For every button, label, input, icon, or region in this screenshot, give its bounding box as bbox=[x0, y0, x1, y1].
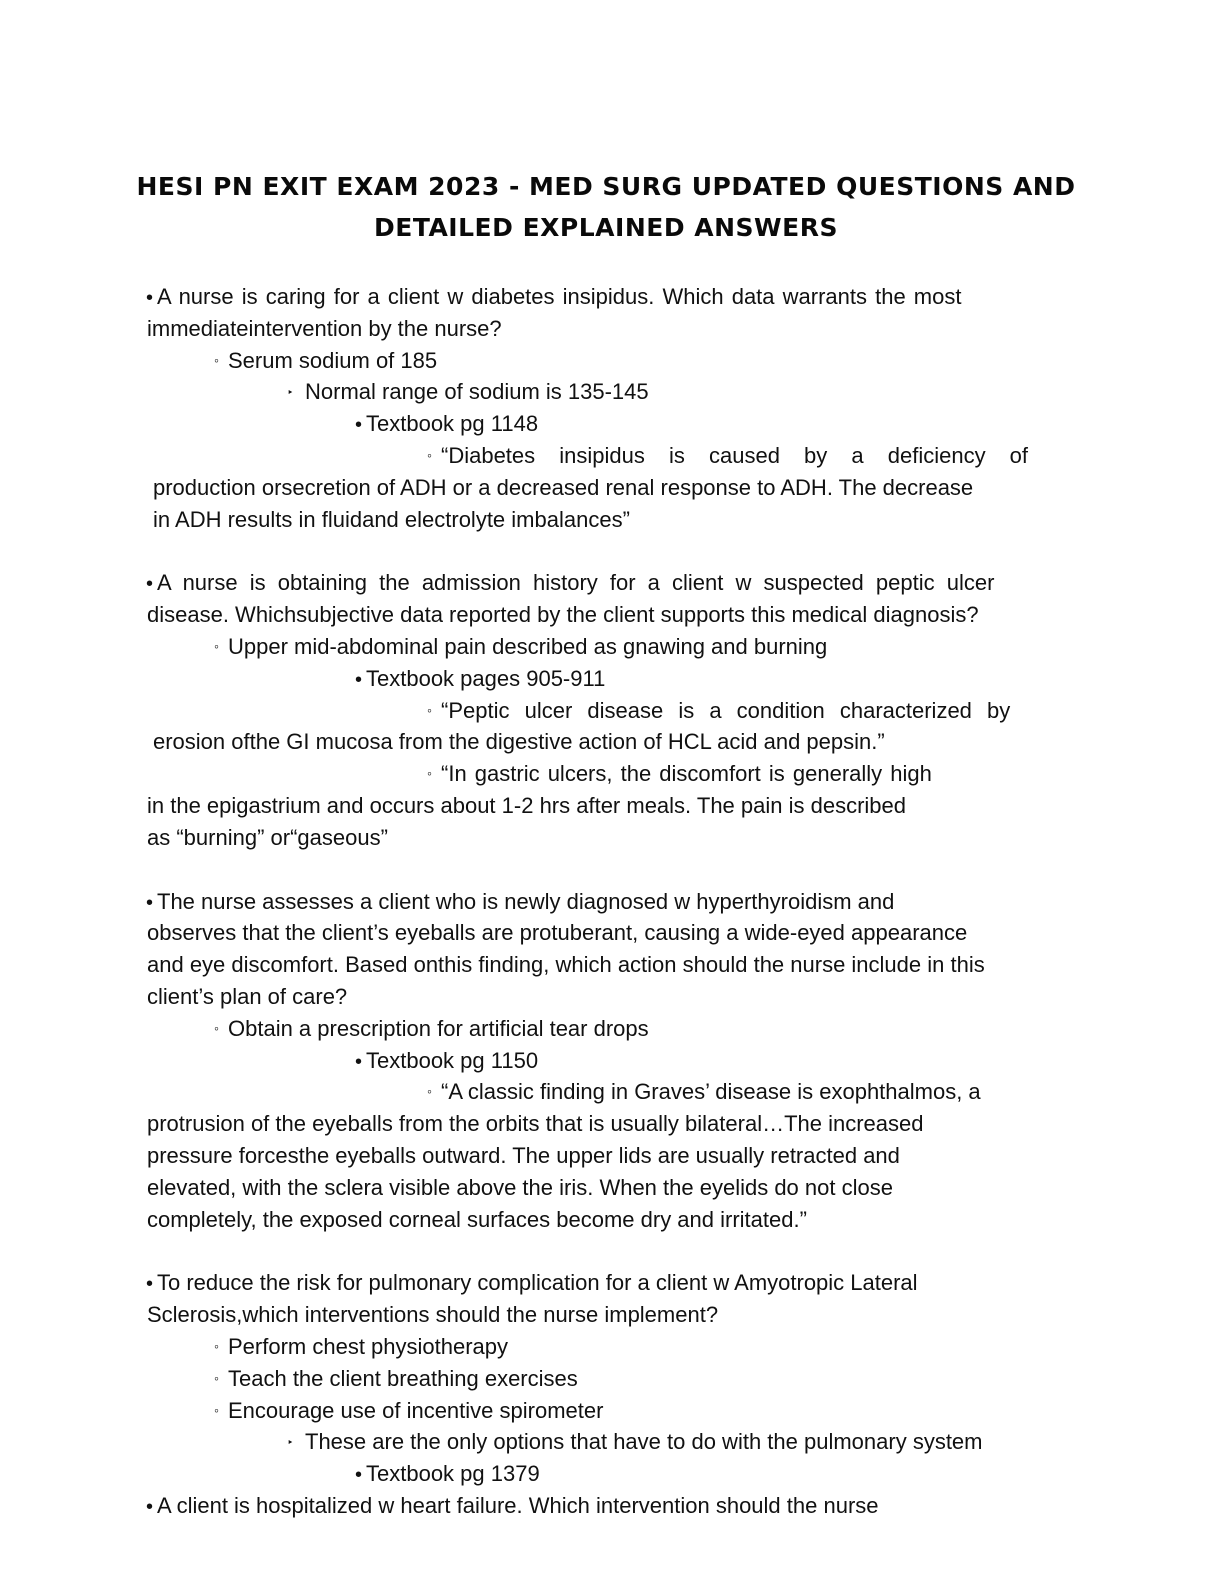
question-4-reference: • Textbook pg 1379 bbox=[0, 1458, 1224, 1490]
circle-bullet-icon: ◦ bbox=[214, 351, 219, 368]
bullet-icon: • bbox=[146, 891, 154, 914]
question-1-quote-line-3: in ADH results in fluidand electrolyte imbalances” bbox=[153, 506, 630, 532]
triangle-bullet-icon: ‣ bbox=[287, 387, 294, 400]
question-4-line-2: Sclerosis,which interventions should the nurse implement? bbox=[147, 1302, 719, 1328]
question-1-quote-line-2: production orsecretion of ADH or a decreased renal response to ADH. The decrease bbox=[153, 474, 974, 500]
question-1-reference: • Textbook pg 1148 bbox=[0, 408, 1224, 440]
circle-bullet-icon: ◦ bbox=[214, 1019, 219, 1036]
circle-bullet-icon: ◦ bbox=[427, 765, 432, 782]
document-body bbox=[0, 281, 1224, 1522]
spacer bbox=[0, 535, 1224, 567]
question-1-line-2: immediateintervention by the nurse? bbox=[147, 315, 502, 341]
circle-bullet-icon: ◦ bbox=[214, 1337, 219, 1354]
bullet-icon: • bbox=[146, 1273, 154, 1296]
bullet-icon: • bbox=[355, 414, 363, 437]
bullet-icon: • bbox=[355, 1464, 363, 1487]
question-5-line-1: • A client is hospitalized w heart failure. Which intervention should the nurse bbox=[0, 1490, 1224, 1522]
question-2-quote-a-line-1: ◦ “Peptic ulcer disease is a condition characterized by bbox=[0, 695, 1224, 727]
spacer bbox=[0, 854, 1224, 886]
question-2-quote-b-line-2: in the epigastrium and occurs about 1-2 hrs after meals. The pain is described bbox=[147, 792, 906, 818]
question-2-line-2: disease. Whichsubjective data reported by the client supports this medical diagnosis? bbox=[147, 602, 979, 628]
circle-bullet-icon: ◦ bbox=[427, 1083, 432, 1100]
question-3-quote-line-3: pressure forcesthe eyeballs outward. The upper lids are usually retracted and bbox=[147, 1142, 900, 1168]
question-1-line-1: • A nurse is caring for a client w diabetes insipidus. Which data warrants the most bbox=[0, 281, 1026, 313]
triangle-bullet-icon: ‣ bbox=[287, 1437, 294, 1450]
question-2-quote-b-line-3: as “burning” or“gaseous” bbox=[147, 824, 388, 850]
bullet-icon: • bbox=[146, 287, 154, 309]
question-4-note: ‣ These are the only options that have to do with the pulmonary system bbox=[0, 1426, 1224, 1458]
question-3-line-1: • The nurse assesses a client who is newly diagnosed w hyperthyroidism and bbox=[0, 886, 1224, 918]
question-3-line-3: and eye discomfort. Based onthis finding, which action should the nurse include in this bbox=[147, 952, 985, 978]
title-line-1: HESI PN EXIT EXAM 2023 - MED SURG UPDATED QUESTIONS AND bbox=[136, 172, 1076, 201]
question-3-quote-line-5: completely, the exposed corneal surfaces become dry and irritated.” bbox=[147, 1206, 807, 1232]
spacer bbox=[0, 1235, 1224, 1267]
question-2-line-1: • A nurse is obtaining the admission history for a client w suspected peptic ulcer bbox=[0, 567, 1224, 599]
question-3-reference: • Textbook pg 1150 bbox=[0, 1045, 1224, 1077]
question-3-answer: ◦ Obtain a prescription for artificial tear drops bbox=[0, 1013, 1224, 1045]
question-2-quote-a-line-2: erosion ofthe GI mucosa from the digestive action of HCL acid and pepsin.” bbox=[153, 729, 885, 755]
circle-bullet-icon: ◦ bbox=[427, 701, 432, 718]
question-3-line-2: observes that the client’s eyeballs are protuberant, causing a wide-eyed appearance bbox=[147, 920, 968, 946]
question-2-reference: • Textbook pages 905-911 bbox=[0, 663, 1224, 695]
question-3-quote-line-1: ◦ “A classic finding in Graves’ disease is exophthalmos, a bbox=[0, 1076, 1224, 1108]
circle-bullet-icon: ◦ bbox=[214, 1401, 219, 1418]
question-3-quote-line-4: elevated, with the sclera visible above the iris. When the eyelids do not close bbox=[147, 1174, 893, 1200]
question-4-line-1: • To reduce the risk for pulmonary complication for a client w Amyotropic Lateral bbox=[0, 1267, 1224, 1299]
question-3-quote-line-2: protrusion of the eyeballs from the orbits that is usually bilateral…The increased bbox=[147, 1111, 924, 1137]
title-line-2: DETAILED EXPLAINED ANSWERS bbox=[374, 213, 838, 242]
question-4-answer-3: ◦ Encourage use of incentive spirometer bbox=[0, 1395, 1224, 1427]
question-3-line-4: client’s plan of care? bbox=[147, 983, 348, 1009]
question-1-note: ‣ Normal range of sodium is 135-145 bbox=[0, 376, 1224, 408]
circle-bullet-icon: ◦ bbox=[214, 1369, 219, 1386]
question-2-answer: ◦ Upper mid-abdominal pain described as gnawing and burning bbox=[0, 631, 1224, 663]
question-1-quote-line-1: ◦ “Diabetes insipidus is caused by a deficiency of bbox=[0, 440, 1224, 472]
circle-bullet-icon: ◦ bbox=[427, 446, 432, 463]
bullet-icon: • bbox=[146, 573, 154, 596]
question-4-answer-2: ◦ Teach the client breathing exercises bbox=[0, 1363, 1224, 1395]
bullet-icon: • bbox=[146, 1495, 154, 1518]
bullet-icon: • bbox=[355, 668, 363, 691]
question-1-answer: ◦ Serum sodium of 185 bbox=[0, 345, 1224, 377]
circle-bullet-icon: ◦ bbox=[214, 637, 219, 654]
document-title bbox=[100, 166, 1112, 248]
question-2-quote-b-line-1: ◦ “In gastric ulcers, the discomfort is generally high bbox=[0, 758, 1224, 790]
bullet-icon: • bbox=[355, 1050, 363, 1073]
question-4-answer-1: ◦ Perform chest physiotherapy bbox=[0, 1331, 1224, 1363]
